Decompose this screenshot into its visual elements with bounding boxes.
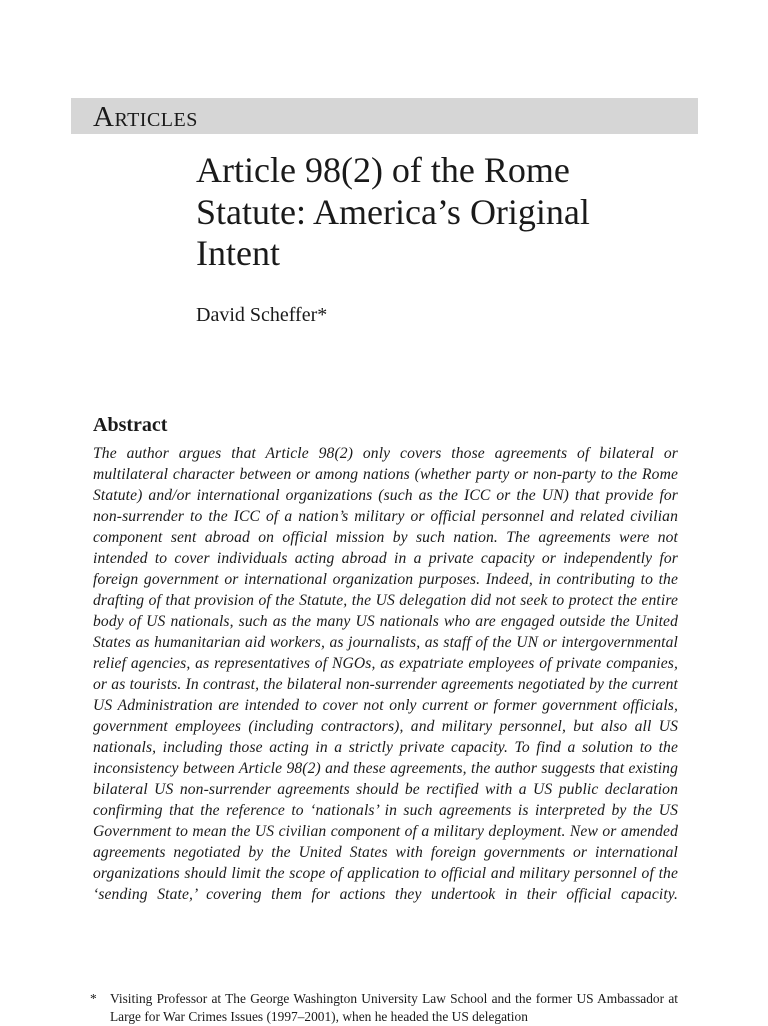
section-label: Articles [93, 101, 198, 133]
abstract-heading: Abstract [93, 414, 168, 436]
footnote-mark: * [90, 991, 97, 1006]
article-title: Article 98(2) of the Rome Statute: America’s Original Intent [196, 150, 590, 273]
section-header-bar [71, 98, 698, 134]
footnote [90, 990, 678, 1026]
article-author: David Scheffer* [196, 304, 328, 326]
footnote-text: Visiting Professor at The George Washington University Law School and the former US Ambassador at Large for War Crimes Issues (1997–2001), when he headed the US delegation [110, 991, 678, 1024]
abstract-body: The author argues that Article 98(2) only covers those agreements of bilateral or multilateral character between or among nations (whether party or non-party to the Rome Statute) and/or international organizations (such as the ICC or the UN) that provide for non-surrender to the ICC of a nation’s military or official personnel and related civilian component sent abroad on official mission by such nation. The agreements were not intended to cover individuals acting abroad in a private capacity or independently for foreign government or international organization purposes. Indeed, in contributing to the drafting of that provision of the Statute, the US delegation did not seek to protect the entire body of US nationals, such as the many US nationals who are engaged outside the United States as humanitarian aid workers, as journalists, as staff of the UN or intergovernmental relief agencies, as representatives of NGOs, as expatriate employees of private companies, or as tourists. In contrast, the bilateral non-surrender agreements negotiated by the current US Administration are intended to cover not only current or former government officials, government employees (including contractors), and military personnel, but also all US nationals, including those acting in a strictly private capacity. To find a solution to the inconsistency between Article 98(2) and these agreements, the author suggests that existing bilateral US non-surrender agreements should be rectified with a US public declaration confirming that the reference to ‘nationals’ in such agreements is interpreted by the US Government to mean the US civilian component of a military deployment. New or amended agreements negotiated by the United States with foreign governments or international organizations should limit the scope of application to official and military personnel of the ‘sending State,’ covering them for actions they undertook in their official capacity. [93, 445, 678, 903]
